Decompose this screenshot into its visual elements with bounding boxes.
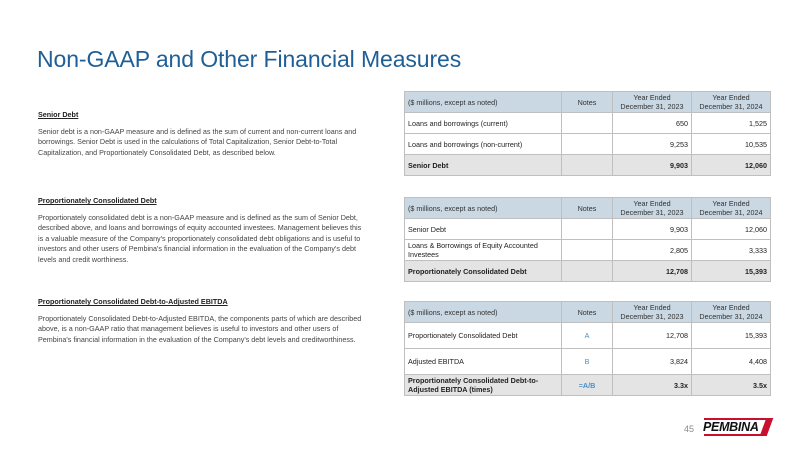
row-note: A [562,323,613,349]
total-value-2023: 9,903 [613,155,692,176]
header-year-2023: Year Ended December 31, 2023 [613,92,692,113]
header-year-2024: Year Ended December 31, 2024 [692,302,771,323]
pembina-logo [703,417,773,439]
row-label: Loans & Borrowings of Equity Accounted Investees [405,240,562,261]
total-note: =A/B [562,375,613,396]
row-note [562,134,613,155]
table-row [405,349,771,375]
proportionately-consolidated-debt-table [404,197,771,282]
section-debt-to-ebitda [38,297,368,345]
total-note [562,261,613,282]
row-label: Senior Debt [405,219,562,240]
row-note [562,219,613,240]
page-title: Non-GAAP and Other Financial Measures [37,46,462,73]
row-value-2024: 10,535 [692,134,771,155]
section-heading: Senior Debt [38,110,79,119]
table-row [405,113,771,134]
header-notes: Notes [562,302,613,323]
total-label: Proportionately Consolidated Debt [405,261,562,282]
header-notes: Notes [562,198,613,219]
header-notes: Notes [562,92,613,113]
section-heading: Proportionately Consolidated Debt [38,196,157,205]
header-label: ($ millions, except as noted) [405,92,562,113]
row-label: Loans and borrowings (current) [405,113,562,134]
section-body: Senior debt is a non-GAAP measure and is defined as the sum of current and non-current loans and borrowings. Senior Debt is used in the calculations of Total Capitalization, Senior Debt-to-Total Capitalization, and Proportionately Consolidated Debt, as described below. [38,126,357,157]
table-row [405,323,771,349]
row-value-2024: 1,525 [692,113,771,134]
row-value-2024: 15,393 [692,323,771,349]
header-year-2023: Year Ended December 31, 2023 [613,302,692,323]
logo-wordmark: PEMBINA [703,420,759,434]
senior-debt-table [404,91,771,176]
header-label: ($ millions, except as noted) [405,302,562,323]
row-value-2024: 12,060 [692,219,771,240]
row-label: Adjusted EBITDA [405,349,562,375]
total-value-2024: 15,393 [692,261,771,282]
row-value-2023: 2,805 [613,240,692,261]
table-total-row [405,375,771,396]
table-row [405,219,771,240]
row-value-2023: 9,253 [613,134,692,155]
row-value-2023: 9,903 [613,219,692,240]
section-heading: Proportionately Consolidated Debt-to-Adjusted EBITDA [38,297,228,306]
row-value-2023: 12,708 [613,323,692,349]
header-label: ($ millions, except as noted) [405,198,562,219]
row-value-2024: 4,408 [692,349,771,375]
header-year-2024: Year Ended December 31, 2024 [692,198,771,219]
header-year-2023: Year Ended December 31, 2023 [613,198,692,219]
logo-accent-chevron [760,418,774,436]
debt-to-ebitda-table [404,301,771,396]
table-total-row [405,155,771,176]
section-proportionately-consolidated-debt [38,196,368,266]
table-row [405,240,771,261]
section-body: Proportionately consolidated debt is a non-GAAP measure and is defined as the sum of Senior Debt, described above, and loans and borrowings of equity accounted investees. Management believes this is a valuable measure of the Company's proportionately consolidated debt obligations and is useful to investors and other users of Pembina's financial information in the evaluation of the Company's debt levels and credit worthiness. [38,212,362,264]
row-note [562,240,613,261]
row-label: Loans and borrowings (non-current) [405,134,562,155]
total-value-2023: 12,708 [613,261,692,282]
row-value-2023: 650 [613,113,692,134]
section-body: Proportionately Consolidated Debt-to-Adjusted EBITDA, the components parts of which are described above, is a non-GAAP ratio that management believes is useful to investors and other users of Pembina's financial information in the evaluation of the Company's debt levels and creditworthiness. [38,313,362,344]
row-value-2024: 3,333 [692,240,771,261]
row-label: Proportionately Consolidated Debt [405,323,562,349]
row-note: B [562,349,613,375]
page-number: 45 [684,424,695,434]
row-note [562,113,613,134]
total-value-2024: 3.5x [692,375,771,396]
header-year-2024: Year Ended December 31, 2024 [692,92,771,113]
total-value-2024: 12,060 [692,155,771,176]
logo-accent-bar [704,418,766,420]
total-note [562,155,613,176]
total-label: Senior Debt [405,155,562,176]
row-value-2023: 3,824 [613,349,692,375]
section-senior-debt [38,110,368,158]
total-label: Proportionately Consolidated Debt-to-Adjusted EBITDA (times) [405,375,562,396]
table-total-row [405,261,771,282]
total-value-2023: 3.3x [613,375,692,396]
table-row [405,134,771,155]
logo-accent-bar [704,434,766,436]
